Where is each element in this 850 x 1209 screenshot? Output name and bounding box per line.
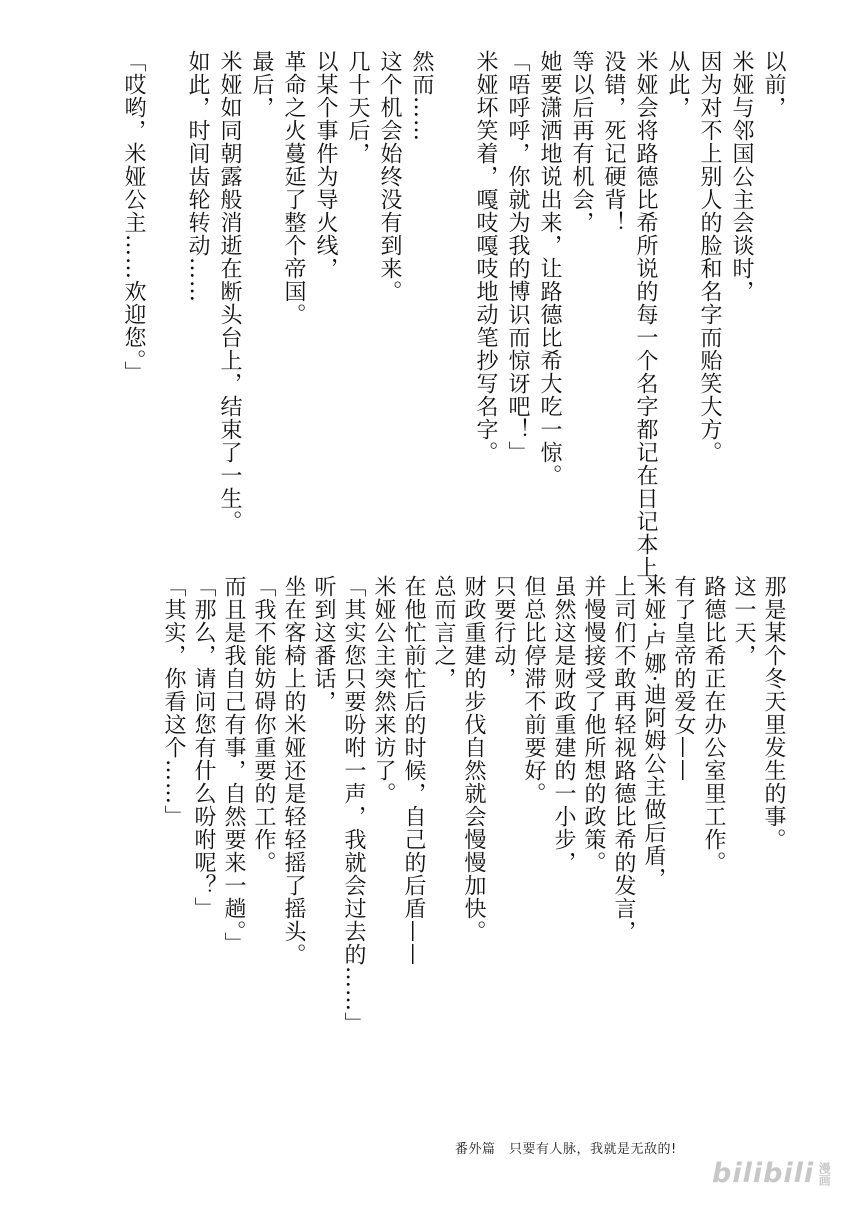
text-column: 这一天，: [731, 575, 756, 667]
text-column: 听到这番话，: [311, 575, 336, 713]
text-column: 然而……: [409, 50, 434, 142]
text-column: 虽然这是财政重建的一小步，: [551, 575, 576, 874]
text-column: 在他忙前忙后的时候，自己的后盾——: [401, 575, 426, 966]
text-column: 最后，: [249, 50, 274, 119]
text-column: 「其实，你看这个……」: [161, 575, 186, 828]
text-column: 「唔呼呼，你就为我的博识而惊讶吧！」: [505, 50, 530, 464]
text-column: 米娅会将路德比希所说的每一个名字都记在日记本上。: [633, 50, 658, 602]
text-column: 那是某个冬天里发生的事。: [761, 575, 786, 851]
text-column: 坐在客椅上的米娅还是轻轻摇了摇头。: [281, 575, 306, 966]
text-column: 有了皇帝的爱女——: [671, 575, 696, 782]
text-column: 米娅·卢娜·迪阿姆公主做后盾，: [641, 575, 666, 890]
text-block-bottom: [159, 575, 788, 1035]
text-column: 财政重建的步伐自然就会慢慢加快。: [461, 575, 486, 943]
text-column: 几十天后，: [345, 50, 370, 165]
text-column: 而且是我自己有事，自然要来一趟。」: [221, 575, 246, 955]
text-block-top: [119, 50, 788, 602]
text-column: 等以后再有机会，: [569, 50, 594, 234]
text-column: 并慢慢接受了他所想的政策。: [581, 575, 606, 874]
bilibili-logo: [712, 1158, 830, 1189]
text-column: 路德比希正在办公室里工作。: [701, 575, 726, 874]
text-column: 革命之火蔓延了整个帝国。: [281, 50, 306, 326]
text-column: 因为对不上别人的脸和名字而贻笑大方。: [697, 50, 722, 464]
text-column: 没错，死记硬背！: [601, 50, 626, 234]
text-column: 但总比停滞不前要好。: [521, 575, 546, 805]
text-column: 米娅与邻国公主会谈时，: [729, 50, 754, 303]
text-column: 总而言之，: [431, 575, 456, 690]
text-column: 「其实您只要吩咐一声，我就会过去的……」: [341, 575, 366, 1035]
text-column: 「哎哟，米娅公主……欢迎您。」: [121, 50, 146, 384]
text-column: 从此，: [665, 50, 690, 119]
logo-sub: 漫画: [817, 1161, 832, 1186]
text-column: 只要行动，: [491, 575, 516, 690]
text-column: 米娅公主突然来访了。: [371, 575, 396, 805]
text-column: 「那么，请问您有什么吩咐呢？」: [191, 575, 216, 920]
text-column: 「我不能妨碍你重要的工作。: [251, 575, 276, 874]
text-column: 如此，时间齿轮转动……: [185, 50, 210, 303]
text-column: 米娅如同朝露般消逝在断头台上，结束了一生。: [217, 50, 242, 533]
text-column: 以前，: [761, 50, 786, 119]
logo-word: bilibili: [712, 1158, 815, 1189]
text-column: 这个机会始终没有到来。: [377, 50, 402, 303]
text-column: 她要潇洒地说出来，让路德比希大吃一惊。: [537, 50, 562, 487]
text-column: 上司们不敢再轻视路德比希的发言，: [611, 575, 636, 943]
text-column: 以某个事件为导火线，: [313, 50, 338, 280]
text-column: 米娅坏笑着，嘎吱嘎吱地动笔抄写名字。: [473, 50, 498, 464]
chapter-footer: 番外篇 只要有人脉，我就是无敌的!: [455, 1142, 677, 1157]
